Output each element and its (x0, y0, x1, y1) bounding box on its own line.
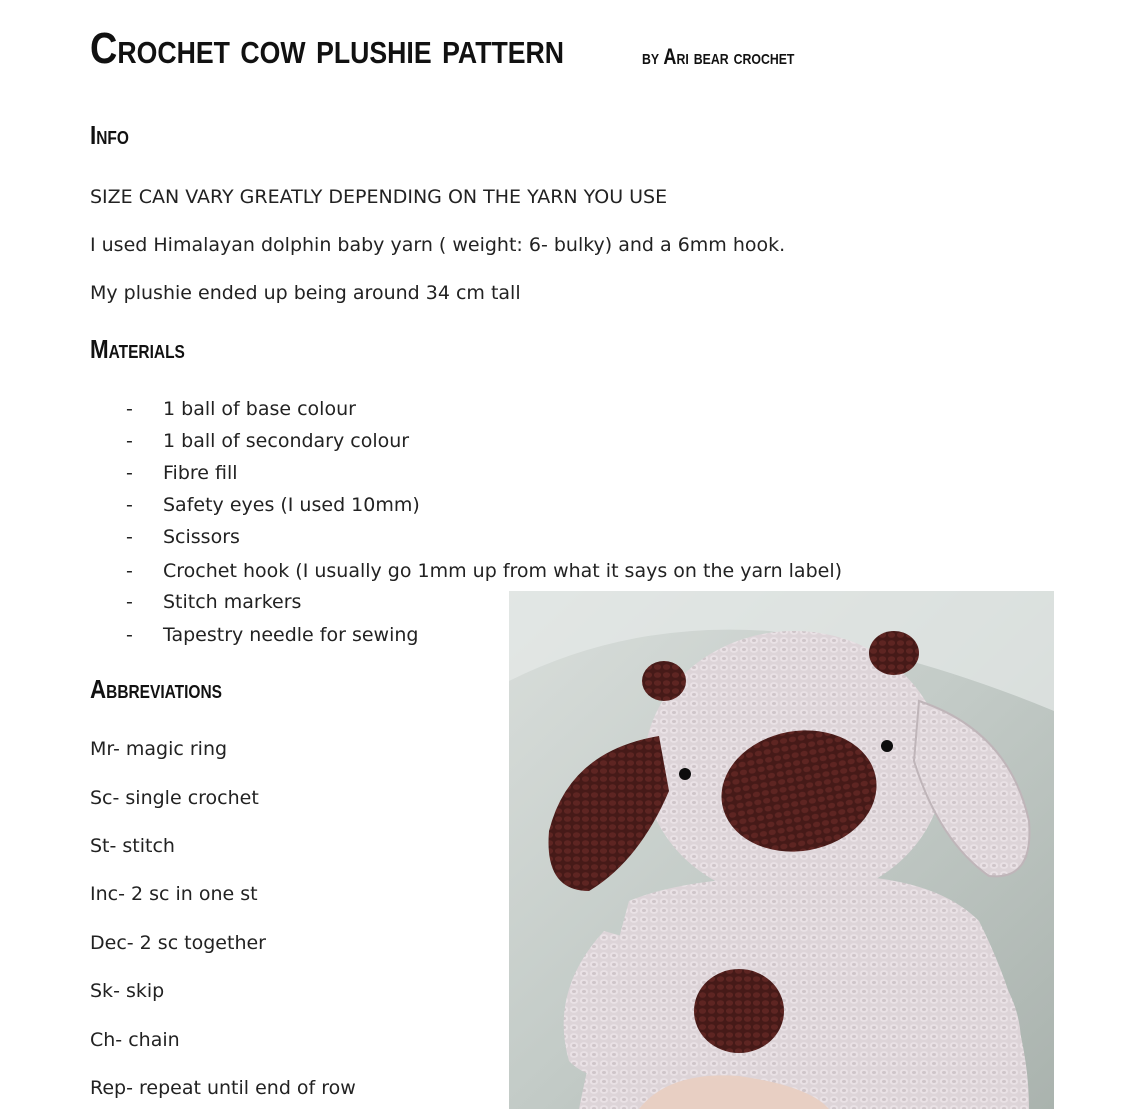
document-header (90, 24, 641, 74)
plushie-photo (509, 591, 1054, 1109)
list-item-text: Scissors (163, 526, 240, 548)
abbreviations-heading: Abbreviations (90, 674, 222, 704)
info-line: My plushie ended up being around 34 cm tall (90, 282, 521, 304)
abbreviation-item: Dec- 2 sc together (90, 932, 266, 954)
info-line: I used Himalayan dolphin baby yarn ( weight: 6- bulky) and a 6mm hook. (90, 234, 786, 256)
plushie-left-horn (642, 661, 686, 701)
info-heading: Info (90, 120, 129, 150)
list-item-text: Crochet hook (I usually go 1mm up from what it says on the yarn label) (163, 560, 843, 582)
abbreviation-item: Rep- repeat until end of row (90, 1077, 356, 1099)
list-bullet: - (126, 398, 133, 420)
info-line: SIZE CAN VARY GREATLY DEPENDING ON THE YARN YOU USE (90, 186, 668, 208)
abbreviation-item: Ch- chain (90, 1029, 180, 1051)
list-bullet: - (126, 430, 133, 452)
plushie-right-horn (869, 631, 919, 675)
abbreviation-item: Inc- 2 sc in one st (90, 883, 258, 905)
abbreviation-item: Sc- single crochet (90, 787, 259, 809)
author-byline: by Ari bear crochet (642, 44, 795, 69)
plushie-right-eye (881, 740, 893, 752)
list-bullet: - (126, 526, 133, 548)
list-item-text: Tapestry needle for sewing (163, 624, 419, 646)
list-bullet: - (126, 462, 133, 484)
plushie-left-eye (679, 768, 691, 780)
list-bullet: - (126, 624, 133, 646)
list-bullet: - (126, 494, 133, 516)
list-item-text: Stitch markers (163, 591, 302, 613)
abbreviation-item: St- stitch (90, 835, 175, 857)
abbreviation-item: Sk- skip (90, 980, 165, 1002)
cow-plushie-illustration (509, 591, 1054, 1109)
list-bullet: - (126, 591, 133, 613)
list-item-text: Fibre fill (163, 462, 238, 484)
list-item-text: 1 ball of base colour (163, 398, 356, 420)
list-item-text: 1 ball of secondary colour (163, 430, 410, 452)
page-title: Crochet cow plushie pattern (90, 24, 565, 73)
plushie-belly-spot (694, 969, 784, 1053)
list-item-text: Safety eyes (I used 10mm) (163, 494, 420, 516)
list-bullet: - (126, 560, 133, 582)
abbreviation-item: Mr- magic ring (90, 738, 228, 760)
materials-heading: Materials (90, 334, 185, 364)
